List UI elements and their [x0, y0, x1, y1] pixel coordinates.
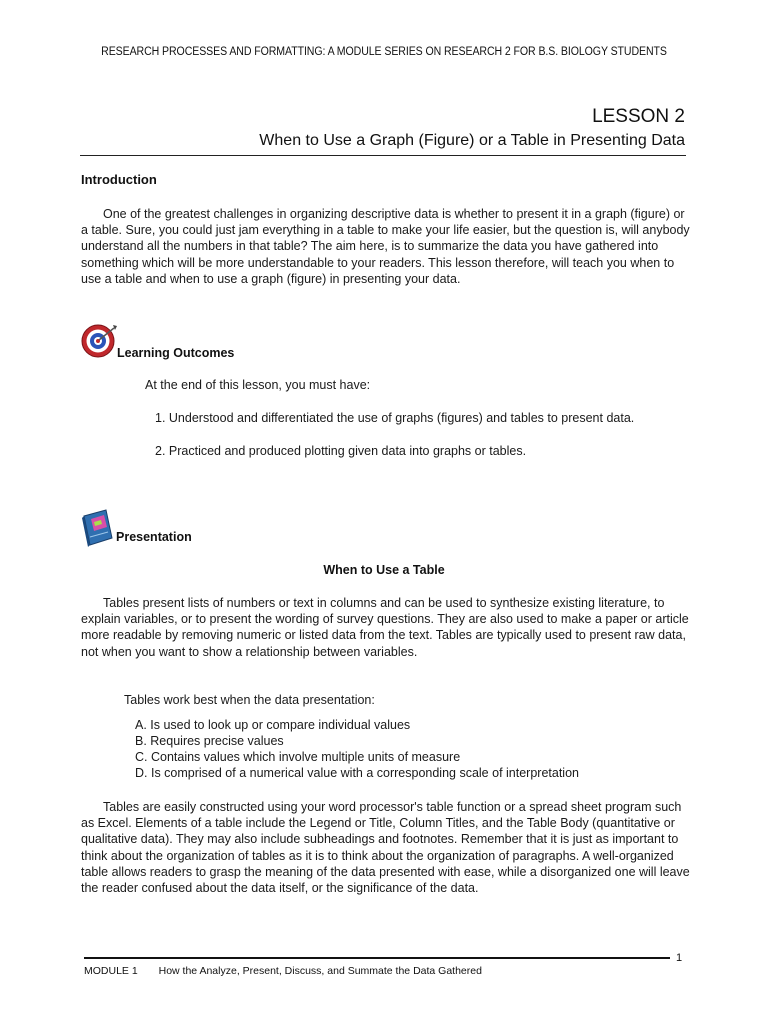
criteria-item-c: C. Contains values which involve multiple units of measure — [135, 750, 461, 764]
target-icon — [80, 322, 118, 360]
criteria-item-d: D. Is comprised of a numerical value with a corresponding scale of interpretation — [135, 766, 579, 780]
lesson-title: When to Use a Graph (Figure) or a Table in Presenting Data — [259, 132, 685, 149]
outcome-item-2: 2. Practiced and produced plotting given data into graphs or tables. — [155, 444, 527, 458]
table-paragraph-1-text: Tables present lists of numbers or text in columns and can be used to synthesize existing literature, to explain variables, or to present the wording of survey questions. They are also used to make a paper or article more readable by removing numeric or listed data from the text. Tables are typically used to present raw data, not when you want to show a relationship between variables. — [81, 596, 689, 659]
presentation-heading: Presentation — [116, 530, 192, 544]
title-divider — [80, 155, 686, 156]
criteria-lead: Tables work best when the data presentation: — [124, 693, 375, 707]
introduction-paragraph — [81, 206, 691, 287]
footer-title: How the Analyze, Present, Discuss, and Summate the Data Gathered — [158, 965, 482, 977]
introduction-text: One of the greatest challenges in organizing descriptive data is whether to present it in a graph (figure) or a table. Sure, you could just jam everything in a table to make your life easier, but the question is, will anybody understand all the numbers in that table? The aim here, is to summarize the data you have gathered into something which will be more understandable to your readers. This lesson therefore, will teach you when to use a table and when to use a graph (figure) in presenting your data. — [81, 207, 690, 286]
outcome-item-1: 1. Understood and differentiated the use of graphs (figures) and tables to present data. — [155, 411, 635, 425]
introduction-heading: Introduction — [81, 172, 157, 187]
lesson-number: LESSON 2 — [592, 106, 685, 127]
outcomes-lead: At the end of this lesson, you must have: — [145, 378, 371, 392]
book-icon — [80, 508, 116, 548]
when-table-subheading: When to Use a Table — [323, 563, 445, 577]
table-paragraph-1 — [81, 595, 691, 660]
running-header: RESEARCH PROCESSES AND FORMATTING: A MODULE SERIES ON RESEARCH 2 FOR B.S. BIOLOGY STUDENTS — [101, 46, 667, 58]
learning-outcomes-heading: Learning Outcomes — [117, 346, 235, 360]
footer-divider — [84, 957, 670, 959]
footer-module: MODULE 1 — [84, 965, 138, 977]
criteria-item-a: A. Is used to look up or compare individual values — [135, 718, 411, 732]
table-paragraph-2 — [81, 799, 691, 896]
criteria-item-b: B. Requires precise values — [135, 734, 284, 748]
table-paragraph-2-text: Tables are easily constructed using your word processor's table function or a spread sheet program such as Excel. Elements of a table include the Legend or Title, Column Titles, and the Table Body (quantitative or qualitative data). They may also include subheadings and footnotes. Remember that it is just as important to think about the organization of tables as it is to think about the organization of paragraphs. A well-organized table allows readers to grasp the meaning of the data presented with ease, while a disorganized one will leave the reader confused about the data itself, or the significance of the data. — [81, 800, 690, 896]
page-number: 1 — [676, 952, 683, 964]
footer — [84, 965, 482, 977]
